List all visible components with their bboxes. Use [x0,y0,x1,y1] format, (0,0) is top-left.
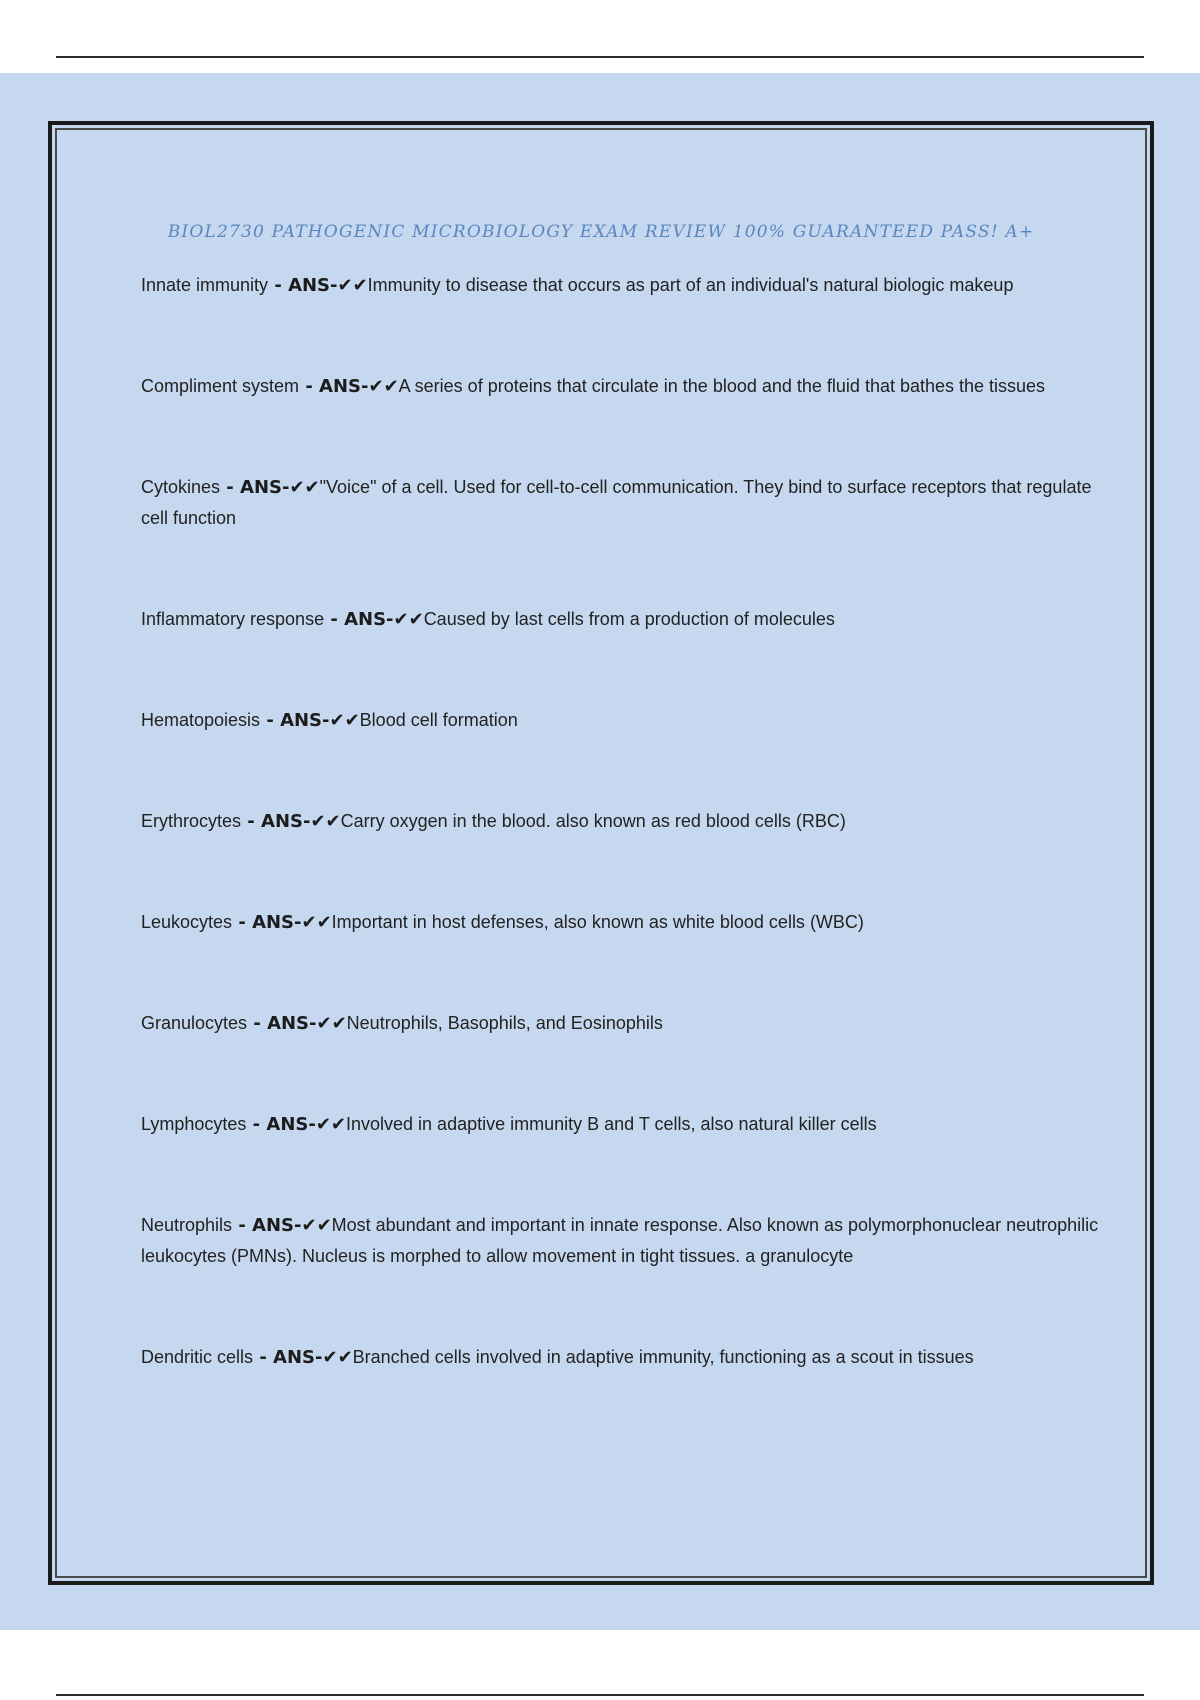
entry-definition: Branched cells involved in adaptive immunity, functioning as a scout in tissues [352,1347,974,1367]
entry-term: Lymphocytes [141,1114,247,1134]
entry-definition: Important in host defenses, also known as white blood cells (WBC) [331,912,864,932]
answer-marker: - ANS-✔✔ [253,1347,353,1368]
entry-term: Compliment system [141,376,300,396]
entry-definition: Blood cell formation [359,710,518,730]
entry-term: Granulocytes [141,1013,248,1033]
footer-rule [56,1694,1144,1696]
entry-term: Hematopoiesis [141,710,261,730]
entry-term: Neutrophils [141,1215,233,1235]
entry-definition: Caused by last cells from a production of molecules [423,609,835,629]
flashcard-entry [141,1210,1101,1272]
entry-term: Innate immunity [141,275,269,295]
answer-marker: - ANS-✔✔ [232,1215,332,1236]
flashcard-entry [141,604,1101,635]
entry-term: Cytokines [141,477,221,497]
flashcard-entry [141,705,1101,736]
entry-definition: Neutrophils, Basophils, and Eosinophils [346,1013,663,1033]
flashcard-entry [141,1109,1101,1140]
flashcard-entry [141,1008,1101,1039]
answer-marker: - ANS-✔✔ [260,710,360,731]
flashcard-entry [141,270,1101,301]
flashcard-list [141,270,1101,1373]
flashcard-entry [141,806,1101,837]
answer-marker: - ANS-✔✔ [299,376,399,397]
entry-term: Leukocytes [141,912,233,932]
flashcard-entry [141,371,1101,402]
answer-marker: - ANS-✔✔ [220,477,320,498]
content-frame [48,121,1154,1585]
flashcard-entry [141,907,1101,938]
answer-marker: - ANS-✔✔ [247,1013,347,1034]
entry-definition: A series of proteins that circulate in the blood and the fluid that bathes the tissues [398,376,1046,396]
entry-definition: Most abundant and important in innate response. Also known as polymorphonuclear neutrophilic leukocytes (PMNs). Nucleus is morphed to allow movement in tight tissues. a granulocyte [141,1215,1099,1266]
flashcard-entry [141,472,1101,534]
header-rule [56,56,1144,58]
document-title: BIOL2730 PATHOGENIC MICROBIOLOGY EXAM REVIEW 100% GUARANTEED PASS! A+ [167,222,1035,242]
answer-marker: - ANS-✔✔ [232,912,332,933]
answer-marker: - ANS-✔✔ [246,1114,346,1135]
entry-definition: Carry oxygen in the blood. also known as red blood cells (RBC) [340,811,846,831]
entry-definition: Involved in adaptive immunity B and T cells, also natural killer cells [346,1114,877,1134]
entry-term: Erythrocytes [141,811,242,831]
entry-term: Dendritic cells [141,1347,254,1367]
content-frame-inner [55,128,1147,1578]
flashcard-entry [141,1342,1101,1373]
entry-definition: Immunity to disease that occurs as part of an individual's natural biologic makeup [367,275,1014,295]
answer-marker: - ANS-✔✔ [268,275,368,296]
entry-definition: "Voice" of a cell. Used for cell-to-cell communication. They bind to surface receptors that regulate cell function [141,477,1092,528]
answer-marker: - ANS-✔✔ [241,811,341,832]
entry-term: Inflammatory response [141,609,325,629]
answer-marker: - ANS-✔✔ [324,609,424,630]
